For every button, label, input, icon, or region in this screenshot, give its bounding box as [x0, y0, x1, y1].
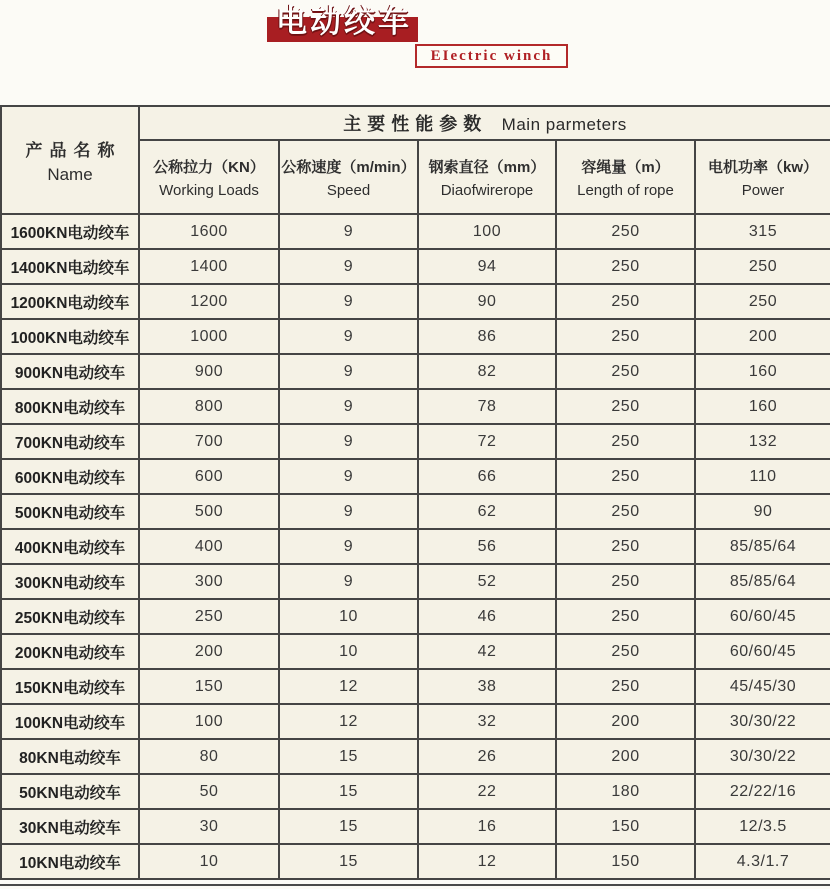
speed-cell: 9 [279, 319, 418, 354]
working-load-cell: 1400 [139, 249, 279, 284]
speed-cell: 15 [279, 844, 418, 879]
rope-length-cell: 250 [556, 634, 695, 669]
column-header-wire-diameter [418, 140, 556, 214]
group-header [139, 106, 830, 140]
wire-diameter-cell: 82 [418, 354, 556, 389]
power-cell: 30/30/22 [695, 739, 830, 774]
rope-length-cell: 250 [556, 249, 695, 284]
product-name-cell: 10KN电动绞车 [1, 844, 139, 879]
table-row [1, 739, 830, 774]
product-name-cell: 400KN电动绞车 [1, 529, 139, 564]
wire-diameter-cell: 100 [418, 214, 556, 249]
speed-cell: 9 [279, 459, 418, 494]
rope-length-cell: 250 [556, 214, 695, 249]
working-load-cell: 1000 [139, 319, 279, 354]
working-load-cell: 10 [139, 844, 279, 879]
power-cell: 85/85/64 [695, 564, 830, 599]
product-name-cell: 900KN电动绞车 [1, 354, 139, 389]
power-cell: 160 [695, 389, 830, 424]
power-cell: 12/3.5 [695, 809, 830, 844]
rope-length-cell: 250 [556, 669, 695, 704]
rope-length-cell: 250 [556, 494, 695, 529]
working-load-cell: 200 [139, 634, 279, 669]
table-row [1, 319, 830, 354]
wire-diameter-cell: 38 [418, 669, 556, 704]
wire-diameter-cell: 72 [418, 424, 556, 459]
column-header-speed [279, 140, 418, 214]
wire-diameter-cell: 90 [418, 284, 556, 319]
column-header-rope-length [556, 140, 695, 214]
wire-diameter-cell: 52 [418, 564, 556, 599]
wire-diameter-cell: 32 [418, 704, 556, 739]
wire-diameter-cell: 22 [418, 774, 556, 809]
column-header-en: Power [741, 181, 785, 199]
working-load-cell: 400 [139, 529, 279, 564]
power-cell: 315 [695, 214, 830, 249]
speed-cell: 10 [279, 634, 418, 669]
table-row [1, 774, 830, 809]
power-cell: 60/60/45 [695, 634, 830, 669]
table-row [1, 809, 830, 844]
speed-cell: 15 [279, 809, 418, 844]
name-header-cn: 产品名称 [25, 140, 122, 160]
speed-cell: 9 [279, 494, 418, 529]
working-load-cell: 1600 [139, 214, 279, 249]
product-name-cell: 30KN电动绞车 [1, 809, 139, 844]
speed-cell: 9 [279, 424, 418, 459]
rope-length-cell: 200 [556, 739, 695, 774]
power-cell: 250 [695, 249, 830, 284]
wire-diameter-cell: 26 [418, 739, 556, 774]
working-load-cell: 300 [139, 564, 279, 599]
power-cell: 45/45/30 [695, 669, 830, 704]
page-subtitle: EIectric winch [430, 47, 553, 64]
wire-diameter-cell: 78 [418, 389, 556, 424]
working-load-cell: 1200 [139, 284, 279, 319]
wire-diameter-cell: 46 [418, 599, 556, 634]
column-header-working-loads [139, 140, 279, 214]
power-cell: 22/22/16 [695, 774, 830, 809]
rope-length-cell: 200 [556, 704, 695, 739]
working-load-cell: 900 [139, 354, 279, 389]
table-row [1, 424, 830, 459]
name-header-en: Name [47, 164, 93, 184]
table-row [1, 704, 830, 739]
rope-length-cell: 150 [556, 844, 695, 879]
rope-length-cell: 250 [556, 529, 695, 564]
speed-cell: 9 [279, 389, 418, 424]
table-body [1, 214, 830, 879]
rope-length-cell: 250 [556, 319, 695, 354]
column-header-cn: 公称速度（m/min） [281, 158, 416, 176]
rope-length-cell: 250 [556, 424, 695, 459]
power-cell: 4.3/1.7 [695, 844, 830, 879]
product-name-cell: 600KN电动绞车 [1, 459, 139, 494]
table-row [1, 284, 830, 319]
product-name-cell: 80KN电动绞车 [1, 739, 139, 774]
product-name-cell: 1000KN电动绞车 [1, 319, 139, 354]
speed-cell: 15 [279, 774, 418, 809]
product-name-cell: 1400KN电动绞车 [1, 249, 139, 284]
subtitle-box [415, 44, 568, 68]
column-header-en: Speed [326, 181, 371, 199]
product-name-cell: 300KN电动绞车 [1, 564, 139, 599]
speed-cell: 15 [279, 739, 418, 774]
column-header-cn: 容绳量（m） [581, 158, 670, 176]
working-load-cell: 80 [139, 739, 279, 774]
wire-diameter-cell: 16 [418, 809, 556, 844]
column-header-cn: 公称拉力（KN） [153, 158, 265, 176]
spec-table-wrap [0, 105, 830, 880]
table-row [1, 214, 830, 249]
table-row [1, 634, 830, 669]
wire-diameter-cell: 94 [418, 249, 556, 284]
column-header-en: Length of rope [577, 181, 674, 199]
rope-length-cell: 250 [556, 564, 695, 599]
power-cell: 132 [695, 424, 830, 459]
header-row-group [1, 106, 830, 140]
name-column-header [1, 106, 139, 214]
speed-cell: 9 [279, 214, 418, 249]
wire-diameter-cell: 56 [418, 529, 556, 564]
working-load-cell: 100 [139, 704, 279, 739]
product-name-cell: 700KN电动绞车 [1, 424, 139, 459]
working-load-cell: 50 [139, 774, 279, 809]
table-row [1, 249, 830, 284]
wire-diameter-cell: 62 [418, 494, 556, 529]
product-name-cell: 250KN电动绞车 [1, 599, 139, 634]
product-name-cell: 500KN电动绞车 [1, 494, 139, 529]
column-header-cn: 电机功率（kw） [708, 158, 819, 176]
working-load-cell: 600 [139, 459, 279, 494]
speed-cell: 12 [279, 704, 418, 739]
product-name-cell: 100KN电动绞车 [1, 704, 139, 739]
column-header-en: Working Loads [159, 181, 259, 199]
table-row [1, 599, 830, 634]
speed-cell: 9 [279, 284, 418, 319]
column-header-cn: 钢索直径（mm） [428, 158, 546, 176]
speed-cell: 12 [279, 669, 418, 704]
bottom-rule [0, 884, 830, 886]
page-title: 电动绞车 [276, 4, 412, 39]
rope-length-cell: 250 [556, 284, 695, 319]
table-row [1, 494, 830, 529]
table-row [1, 354, 830, 389]
spec-table [0, 105, 830, 880]
power-cell: 110 [695, 459, 830, 494]
power-cell: 85/85/64 [695, 529, 830, 564]
power-cell: 160 [695, 354, 830, 389]
power-cell: 200 [695, 319, 830, 354]
speed-cell: 9 [279, 529, 418, 564]
wire-diameter-cell: 12 [418, 844, 556, 879]
working-load-cell: 250 [139, 599, 279, 634]
working-load-cell: 700 [139, 424, 279, 459]
power-cell: 60/60/45 [695, 599, 830, 634]
rope-length-cell: 250 [556, 459, 695, 494]
rope-length-cell: 180 [556, 774, 695, 809]
product-name-cell: 150KN电动绞车 [1, 669, 139, 704]
table-row [1, 564, 830, 599]
rope-length-cell: 250 [556, 599, 695, 634]
rope-length-cell: 250 [556, 389, 695, 424]
power-cell: 90 [695, 494, 830, 529]
power-cell: 250 [695, 284, 830, 319]
group-header-en: Main parmeters [501, 115, 627, 134]
speed-cell: 10 [279, 599, 418, 634]
column-header-en: Diaofwirerope [440, 181, 534, 199]
working-load-cell: 30 [139, 809, 279, 844]
wire-diameter-cell: 86 [418, 319, 556, 354]
speed-cell: 9 [279, 249, 418, 284]
table-row [1, 669, 830, 704]
speed-cell: 9 [279, 354, 418, 389]
working-load-cell: 500 [139, 494, 279, 529]
speed-cell: 9 [279, 564, 418, 599]
product-name-cell: 200KN电动绞车 [1, 634, 139, 669]
column-header-power [695, 140, 830, 214]
rope-length-cell: 150 [556, 809, 695, 844]
product-name-cell: 1600KN电动绞车 [1, 214, 139, 249]
wire-diameter-cell: 42 [418, 634, 556, 669]
group-header-cn: 主要性能参数 [343, 114, 488, 134]
power-cell: 30/30/22 [695, 704, 830, 739]
table-row [1, 389, 830, 424]
table-row [1, 844, 830, 879]
working-load-cell: 150 [139, 669, 279, 704]
product-name-cell: 800KN电动绞车 [1, 389, 139, 424]
working-load-cell: 800 [139, 389, 279, 424]
product-name-cell: 50KN电动绞车 [1, 774, 139, 809]
product-name-cell: 1200KN电动绞车 [1, 284, 139, 319]
wire-diameter-cell: 66 [418, 459, 556, 494]
table-row [1, 459, 830, 494]
table-row [1, 529, 830, 564]
rope-length-cell: 250 [556, 354, 695, 389]
